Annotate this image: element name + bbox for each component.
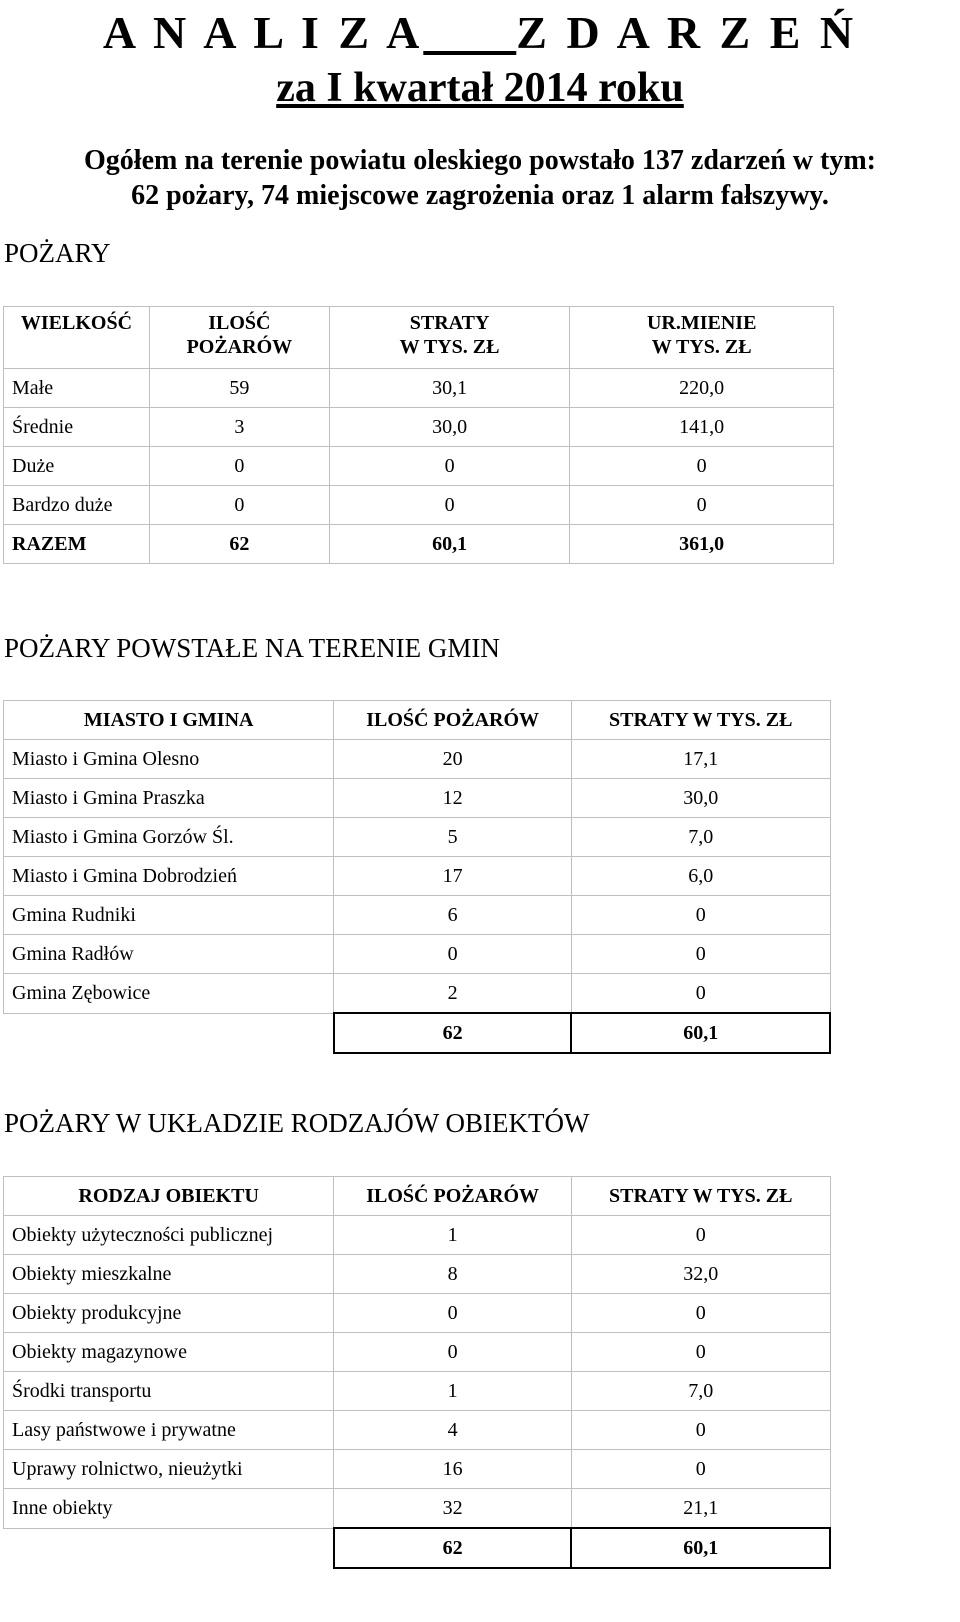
row-ilosc: 0 [149,447,329,486]
row-ilosc: 8 [334,1255,572,1294]
row-label: Małe [4,369,150,408]
table-total-row [4,1013,831,1053]
row-label: Średnie [4,408,150,447]
table-row [4,896,831,935]
row-ilosc: 2 [334,974,572,1014]
total-straty: 60,1 [571,1528,830,1568]
row-ilosc: 5 [334,818,572,857]
row-name: Obiekty użyteczności publicznej [4,1216,334,1255]
table-total-row [4,525,834,564]
row-ilosc: 16 [334,1450,572,1489]
section-heading-pozary: POŻARY [4,238,111,268]
table-row [4,1372,831,1411]
total-ilosc: 62 [334,1528,572,1568]
row-name: Uprawy rolnictwo, nieużytki [4,1450,334,1489]
row-mienie: 0 [570,486,834,525]
title-word-zdarzen: Z D A R Z E Ń [516,7,858,58]
row-straty: 30,0 [329,408,570,447]
total-ilosc: 62 [334,1013,572,1053]
header-straty: STRATY W TYS. ZŁ [571,1177,830,1216]
table-pozary-wielkosc [3,306,834,564]
table-header-row [4,1177,831,1216]
title-word-analiza: A N A L I Z A [102,7,424,58]
row-ilosc: 20 [334,740,572,779]
header-straty: STRATY W TYS. ZŁ [571,701,830,740]
table-header-row [4,307,834,369]
row-name: Gmina Zębowice [4,974,334,1014]
row-label: Duże [4,447,150,486]
section-heading-obiekty: POŻARY W UKŁADZIE RODZAJÓW OBIEKTÓW [4,1108,590,1138]
row-straty: 0 [571,896,830,935]
total-empty-cell [4,1013,334,1053]
table-row [4,447,834,486]
row-straty: 0 [571,1216,830,1255]
table-total-row [4,1528,831,1568]
header-rodzaj-obiektu: RODZAJ OBIEKTU [4,1177,334,1216]
table-pozary-gminy [3,700,831,1054]
total-empty-cell [4,1528,334,1568]
row-straty: 7,0 [571,818,830,857]
row-straty: 0 [571,1450,830,1489]
row-straty: 30,1 [329,369,570,408]
table-row [4,486,834,525]
table-row [4,408,834,447]
row-mienie: 220,0 [570,369,834,408]
row-name: Miasto i Gmina Dobrodzień [4,857,334,896]
row-straty: 0 [571,935,830,974]
summary-line-2: 62 pożary, 74 miejscowe zagrożenia oraz 1 alarm fałszywy. [131,180,829,211]
table-row [4,857,831,896]
table-row [4,1489,831,1529]
header-ilosc-pozarow: ILOŚĆ POŻARÓW [334,701,572,740]
row-ilosc: 59 [149,369,329,408]
row-ilosc: 1 [334,1372,572,1411]
row-name: Środki transportu [4,1372,334,1411]
header-ilosc-pozarow: ILOŚĆ POŻARÓW [149,307,329,369]
table-row [4,1255,831,1294]
table-row [4,740,831,779]
row-ilosc: 17 [334,857,572,896]
table-pozary-obiekty [3,1176,831,1569]
row-name: Gmina Rudniki [4,896,334,935]
row-ilosc: 0 [334,1294,572,1333]
summary-line-1: Ogółem na terenie powiatu oleskiego powstało 137 zdarzeń w tym: [84,145,876,176]
row-ilosc: 4 [334,1411,572,1450]
row-straty: 32,0 [571,1255,830,1294]
row-straty: 0 [571,1411,830,1450]
table-row [4,974,831,1014]
document-subtitle: za I kwartał 2014 roku [276,65,684,111]
row-mienie: 141,0 [570,408,834,447]
row-straty: 17,1 [571,740,830,779]
section-heading-gminy: POŻARY POWSTAŁE NA TERENIE GMIN [4,633,500,663]
total-straty: 60,1 [571,1013,830,1053]
total-mienie: 361,0 [570,525,834,564]
row-straty: 0 [571,974,830,1014]
row-straty: 0 [571,1333,830,1372]
table-row [4,1216,831,1255]
row-straty: 30,0 [571,779,830,818]
row-mienie: 0 [570,447,834,486]
row-straty: 0 [329,447,570,486]
header-uratowane-mienie: UR.MIENIE W TYS. ZŁ [570,307,834,369]
row-ilosc: 0 [334,935,572,974]
table-row [4,779,831,818]
table-row [4,1294,831,1333]
header-ilosc-pozarow: ILOŚĆ POŻARÓW [334,1177,572,1216]
total-straty: 60,1 [329,525,570,564]
row-name: Obiekty mieszkalne [4,1255,334,1294]
row-straty: 0 [571,1294,830,1333]
table-row [4,818,831,857]
row-name: Miasto i Gmina Gorzów Śl. [4,818,334,857]
row-ilosc: 3 [149,408,329,447]
table-row [4,1450,831,1489]
row-ilosc: 6 [334,896,572,935]
row-ilosc: 12 [334,779,572,818]
row-name: Obiekty produkcyjne [4,1294,334,1333]
table-row [4,1411,831,1450]
row-name: Gmina Radłów [4,935,334,974]
document-title [0,6,960,59]
table-row [4,369,834,408]
row-label: Bardzo duże [4,486,150,525]
row-ilosc: 0 [149,486,329,525]
table-row [4,1333,831,1372]
row-name: Lasy państwowe i prywatne [4,1411,334,1450]
row-straty: 0 [329,486,570,525]
total-label: RAZEM [4,525,150,564]
header-straty: STRATY W TYS. ZŁ [329,307,570,369]
row-straty: 21,1 [571,1489,830,1529]
row-name: Miasto i Gmina Olesno [4,740,334,779]
row-straty: 6,0 [571,857,830,896]
table-header-row [4,701,831,740]
total-ilosc: 62 [149,525,329,564]
row-ilosc: 0 [334,1333,572,1372]
header-wielkosc: WIELKOŚĆ [4,307,150,369]
row-name: Obiekty magazynowe [4,1333,334,1372]
header-miasto-gmina: MIASTO I GMINA [4,701,334,740]
row-name: Miasto i Gmina Praszka [4,779,334,818]
table-row [4,935,831,974]
row-ilosc: 1 [334,1216,572,1255]
row-ilosc: 32 [334,1489,572,1529]
row-straty: 7,0 [571,1372,830,1411]
row-name: Inne obiekty [4,1489,334,1529]
